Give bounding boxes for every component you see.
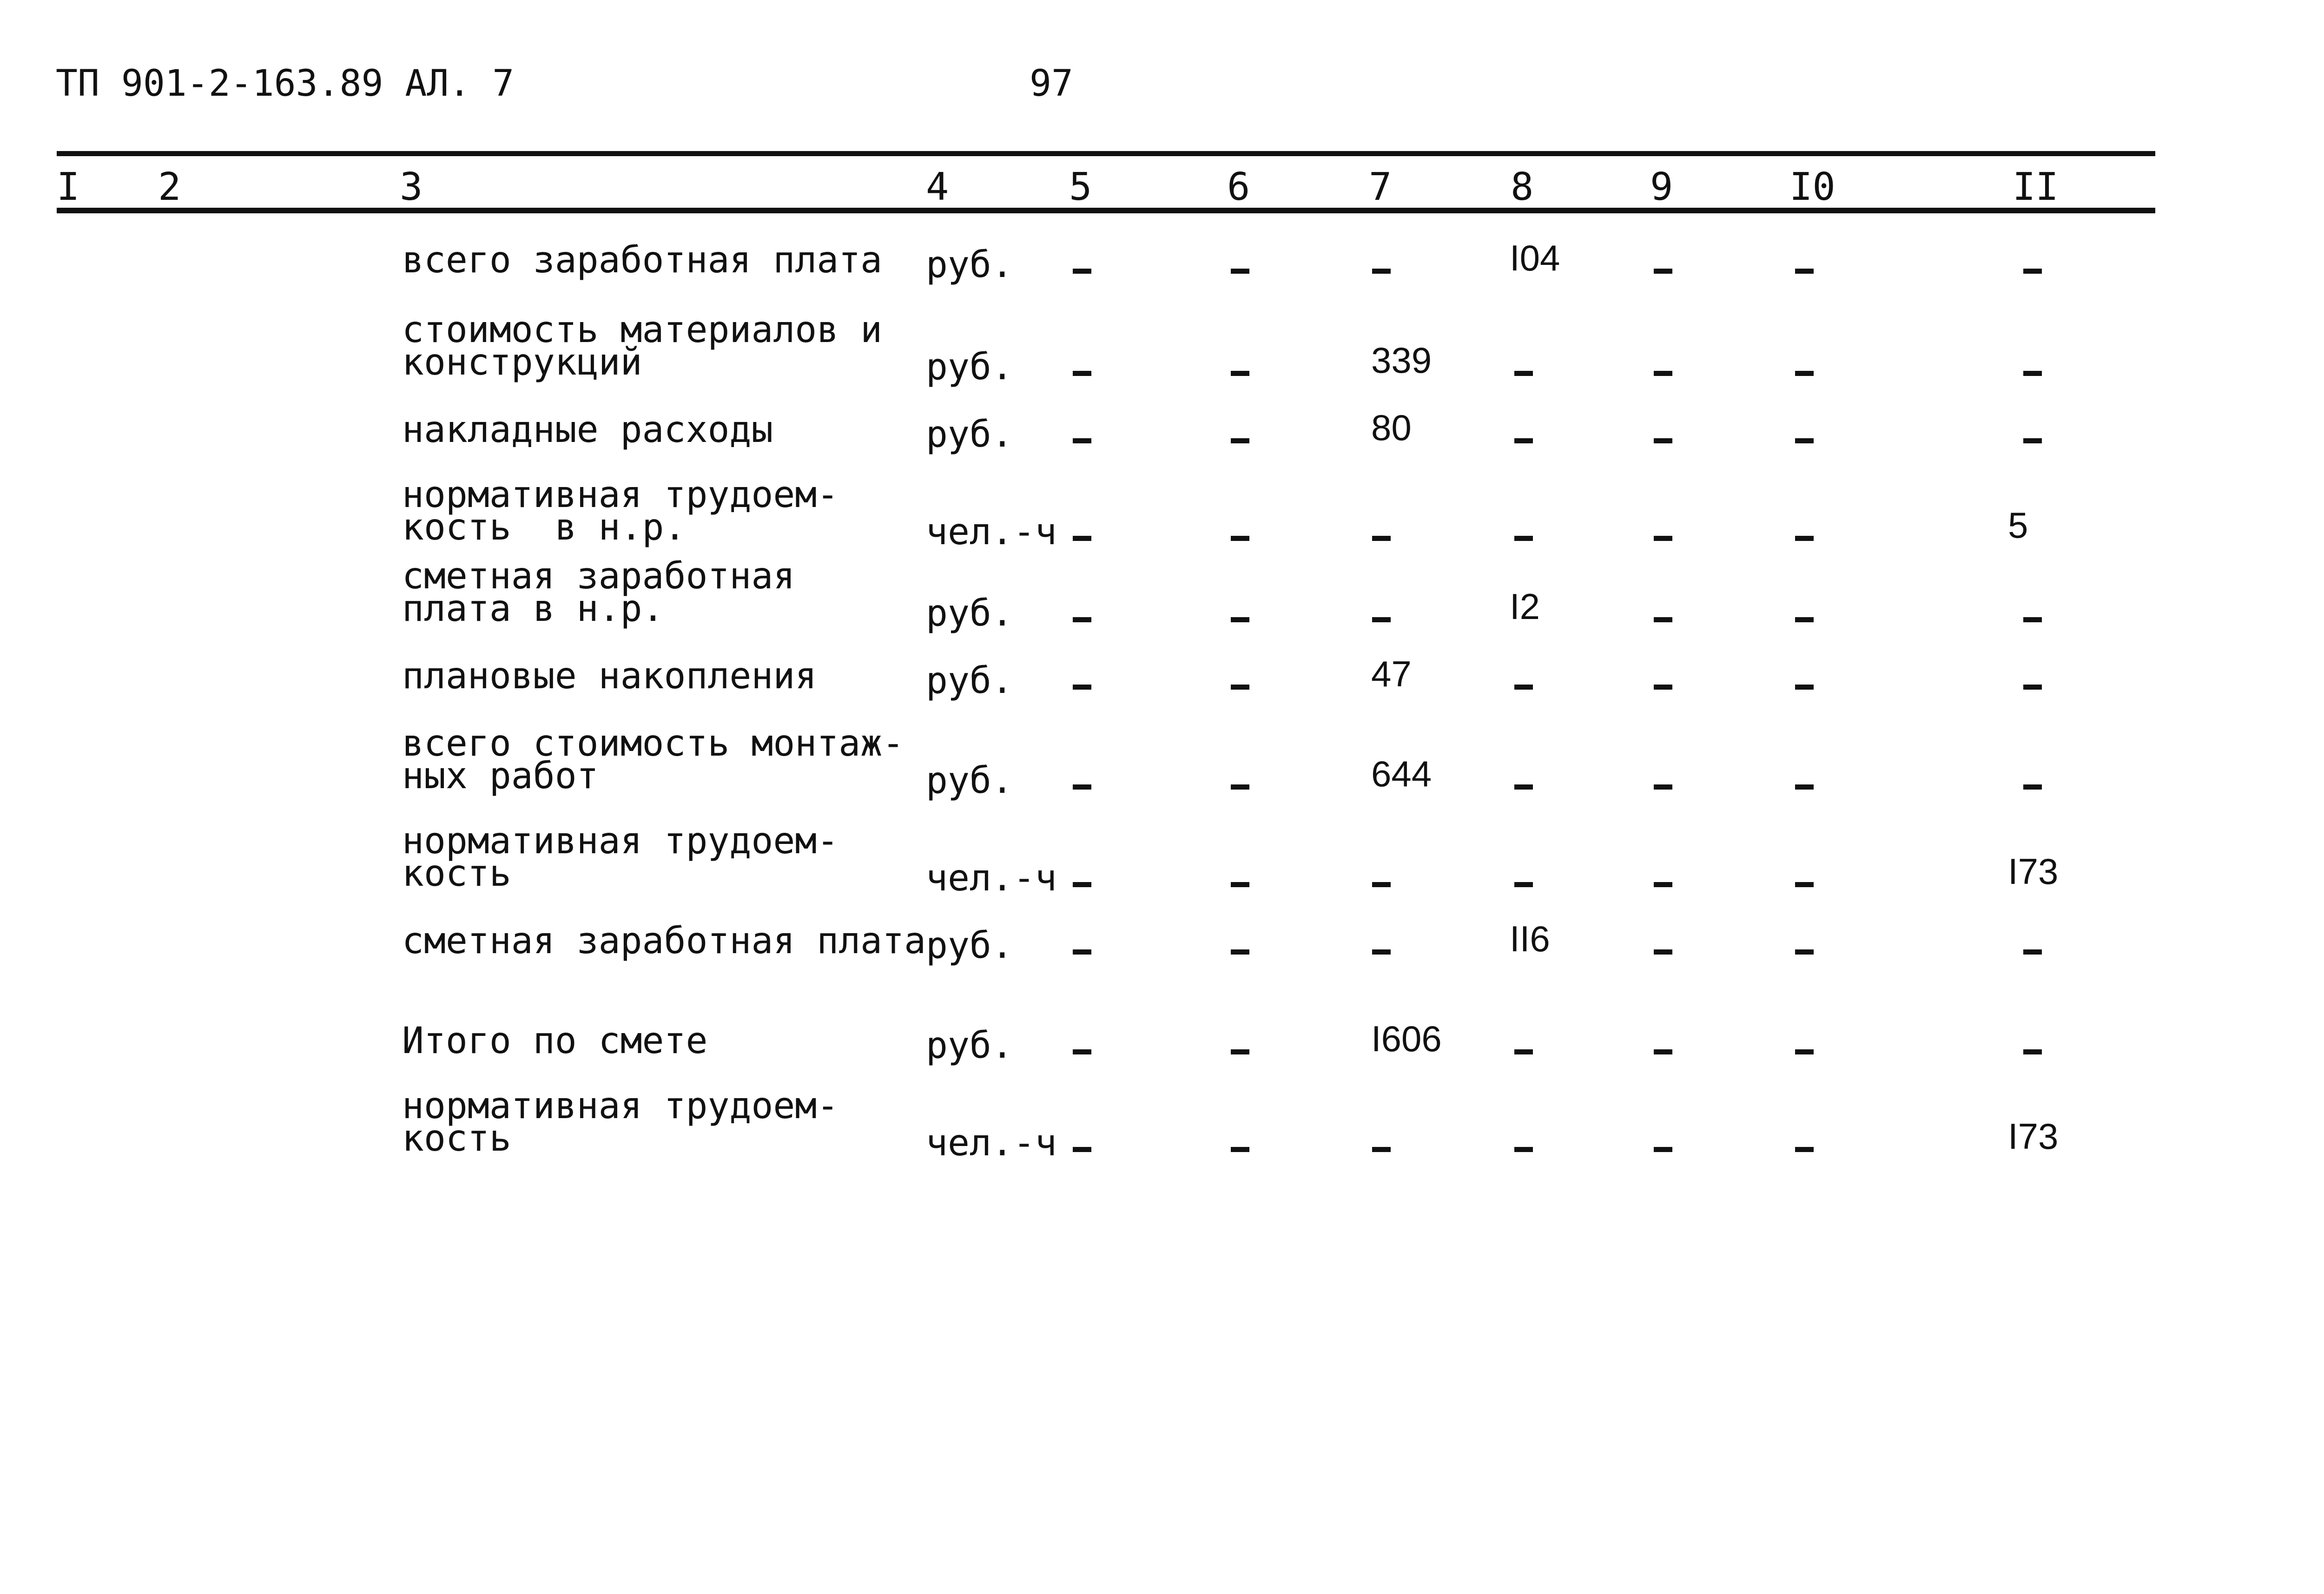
empty-cell-dash <box>2023 617 2042 622</box>
empty-cell-dash <box>2023 1049 2042 1054</box>
empty-cell-dash <box>2023 784 2042 790</box>
empty-cell-dash <box>1654 617 1672 622</box>
column-number: II <box>2013 165 2059 209</box>
row-unit: чел.-ч <box>926 511 1057 553</box>
row-unit: руб. <box>926 1025 1013 1067</box>
empty-cell-dash <box>1654 1049 1672 1054</box>
empty-cell-dash <box>2023 269 2042 274</box>
empty-cell-dash <box>1073 1147 1091 1152</box>
empty-cell-dash <box>1073 371 1091 376</box>
empty-cell-dash <box>1231 882 1249 887</box>
empty-cell-dash <box>1795 269 1814 274</box>
empty-cell-dash <box>1231 371 1249 376</box>
empty-cell-dash <box>1073 536 1091 541</box>
empty-cell-dash <box>1795 949 1814 955</box>
empty-cell-dash <box>1231 784 1249 790</box>
row-label: всего стоимость монтаж- ных работ <box>402 723 905 797</box>
row-unit: руб. <box>926 346 1013 388</box>
empty-cell-dash <box>1795 784 1814 790</box>
empty-cell-dash <box>1514 536 1533 541</box>
row-label: нормативная трудоем- кость <box>402 820 839 895</box>
row-value: 80 <box>1371 407 1412 448</box>
row-unit: чел.-ч <box>926 857 1057 899</box>
empty-cell-dash <box>1514 784 1533 790</box>
empty-cell-dash <box>1231 949 1249 955</box>
row-label: стоимость материалов и конструкций <box>402 309 883 383</box>
row-unit: чел.-ч <box>926 1122 1057 1164</box>
row-value: 47 <box>1371 653 1412 694</box>
empty-cell-dash <box>1231 1147 1249 1152</box>
empty-cell-dash <box>1372 882 1391 887</box>
empty-cell-dash <box>1795 1049 1814 1054</box>
row-label: нормативная трудоем- кость в н.р. <box>402 474 839 548</box>
row-label: плановые накопления <box>402 655 817 697</box>
table-top-rule <box>57 151 2155 156</box>
page-number: 97 <box>1030 63 1073 105</box>
empty-cell-dash <box>1654 438 1672 443</box>
column-number: 8 <box>1511 165 1534 209</box>
empty-cell-dash <box>1795 882 1814 887</box>
empty-cell-dash <box>1654 882 1672 887</box>
empty-cell-dash <box>1795 685 1814 690</box>
empty-cell-dash <box>1073 949 1091 955</box>
row-label: сметная заработная плата в н.р. <box>402 555 795 630</box>
empty-cell-dash <box>1073 1049 1091 1054</box>
row-label: нормативная трудоем- кость <box>402 1085 839 1159</box>
row-value: I73 <box>2008 851 2059 892</box>
row-value: I2 <box>1510 586 1540 627</box>
row-unit: руб. <box>926 925 1013 967</box>
empty-cell-dash <box>1654 949 1672 955</box>
empty-cell-dash <box>1654 269 1672 274</box>
row-value: I73 <box>2008 1116 2059 1157</box>
column-number: 4 <box>926 165 949 209</box>
row-value: 5 <box>2008 505 2028 546</box>
empty-cell-dash <box>1514 371 1533 376</box>
column-number: 5 <box>1069 165 1092 209</box>
column-number: 9 <box>1650 165 1673 209</box>
empty-cell-dash <box>1654 685 1672 690</box>
document-code: ТП 901-2-163.89 АЛ. 7 <box>56 63 515 105</box>
empty-cell-dash <box>1372 617 1391 622</box>
empty-cell-dash <box>2023 685 2042 690</box>
empty-cell-dash <box>1654 536 1672 541</box>
row-value: 339 <box>1371 340 1432 381</box>
empty-cell-dash <box>1514 438 1533 443</box>
empty-cell-dash <box>1231 617 1249 622</box>
empty-cell-dash <box>1514 882 1533 887</box>
empty-cell-dash <box>2023 371 2042 376</box>
empty-cell-dash <box>1231 269 1249 274</box>
empty-cell-dash <box>1372 269 1391 274</box>
empty-cell-dash <box>1073 882 1091 887</box>
empty-cell-dash <box>1514 685 1533 690</box>
empty-cell-dash <box>1073 438 1091 443</box>
empty-cell-dash <box>1073 269 1091 274</box>
row-label: накладные расходы <box>402 409 773 451</box>
empty-cell-dash <box>1073 784 1091 790</box>
empty-cell-dash <box>1073 685 1091 690</box>
row-value: I04 <box>1510 237 1560 278</box>
empty-cell-dash <box>1654 371 1672 376</box>
empty-cell-dash <box>1372 536 1391 541</box>
row-label: сметная заработная плата <box>402 920 926 962</box>
row-value: II6 <box>1510 918 1550 959</box>
empty-cell-dash <box>1795 617 1814 622</box>
column-number: 2 <box>158 165 181 209</box>
empty-cell-dash <box>1514 1147 1533 1152</box>
row-label: всего заработная плата <box>402 239 883 281</box>
row-label: Итого по смете <box>402 1020 708 1062</box>
column-number: 7 <box>1369 165 1392 209</box>
row-value: 644 <box>1371 753 1432 794</box>
row-unit: руб. <box>926 244 1013 286</box>
empty-cell-dash <box>1231 438 1249 443</box>
row-unit: руб. <box>926 660 1013 702</box>
empty-cell-dash <box>1795 1147 1814 1152</box>
row-unit: руб. <box>926 593 1013 634</box>
empty-cell-dash <box>1514 1049 1533 1054</box>
row-unit: руб. <box>926 760 1013 802</box>
column-number: 6 <box>1227 165 1250 209</box>
empty-cell-dash <box>1372 949 1391 955</box>
empty-cell-dash <box>1231 685 1249 690</box>
table-header-rule <box>57 208 2155 213</box>
empty-cell-dash <box>1372 1147 1391 1152</box>
empty-cell-dash <box>1795 438 1814 443</box>
empty-cell-dash <box>1654 784 1672 790</box>
empty-cell-dash <box>2023 438 2042 443</box>
column-number: 3 <box>400 165 423 209</box>
empty-cell-dash <box>1231 1049 1249 1054</box>
empty-cell-dash <box>1231 536 1249 541</box>
row-unit: руб. <box>926 414 1013 455</box>
empty-cell-dash <box>1654 1147 1672 1152</box>
empty-cell-dash <box>1073 617 1091 622</box>
empty-cell-dash <box>2023 949 2042 955</box>
empty-cell-dash <box>1795 371 1814 376</box>
row-value: I606 <box>1371 1018 1442 1059</box>
column-number: I0 <box>1789 165 1835 209</box>
empty-cell-dash <box>1795 536 1814 541</box>
column-number: I <box>57 165 80 209</box>
